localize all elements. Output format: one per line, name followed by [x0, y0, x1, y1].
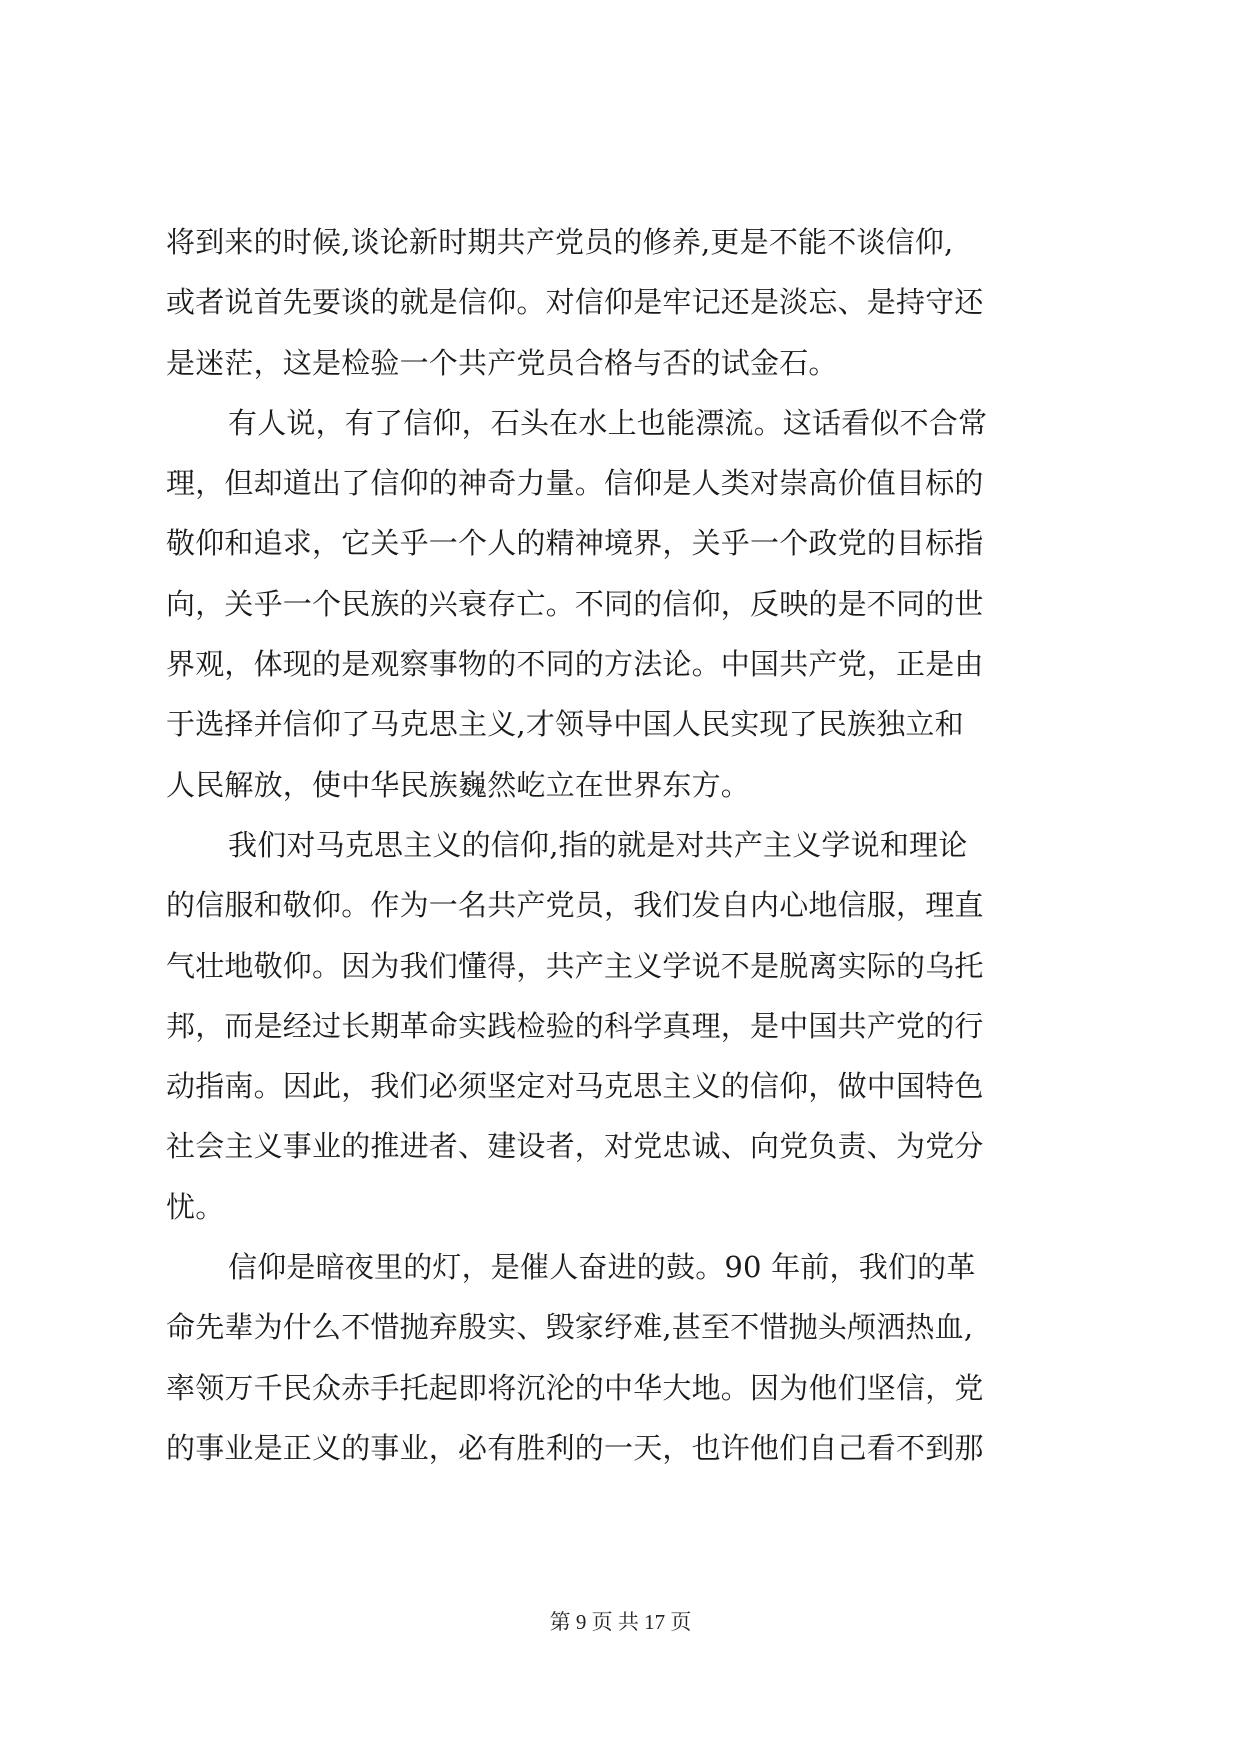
text-line: 气壮地敬仰。因为我们懂得，共产主义学说不是脱离实际的乌托	[166, 948, 984, 983]
text-line: 邦，而是经过长期革命实践检验的科学真理，是中国共产党的行	[166, 1008, 984, 1043]
text-line: 敬仰和追求，它关乎一个人的精神境界，关乎一个政党的目标指	[166, 526, 984, 561]
text-line: 于选择并信仰了马克思主义,才领导中国人民实现了民族独立和	[166, 707, 964, 742]
text-line: 我们对马克思主义的信仰,指的就是对共产主义学说和理论	[228, 827, 968, 862]
text-line: 率领万千民众赤手托起即将沉沦的中华大地。因为他们坚信，党	[166, 1370, 984, 1405]
text-line: 命先辈为什么不惜抛弃殷实、毁家纾难,甚至不惜抛头颅洒热血,	[166, 1310, 974, 1345]
text-line: 或者说首先要谈的就是信仰。对信仰是牢记还是淡忘、是持守还	[166, 285, 984, 320]
paragraph	[166, 1237, 1076, 1478]
text-line: 人民解放，使中华民族巍然屹立在世界东方。	[166, 767, 751, 802]
text-line: 有人说，有了信仰，石头在水上也能漂流。这话看似不合常	[228, 405, 988, 440]
text-line: 信仰是暗夜里的灯，是催人奋进的鼓。90 年前，我们的革	[228, 1250, 976, 1285]
text-line: 忧。	[166, 1189, 225, 1224]
text-line: 理，但却道出了信仰的神奇力量。信仰是人类对崇高价值目标的	[166, 466, 984, 501]
text-line: 的事业是正义的事业，必有胜利的一天，也许他们自己看不到那	[166, 1430, 984, 1465]
text-line: 社会主义事业的推进者、建设者，对党忠诚、向党负责、为党分	[166, 1129, 984, 1164]
text-line: 的信服和敬仰。作为一名共产党员，我们发自内心地信服，理直	[166, 888, 984, 923]
paragraph	[166, 212, 1076, 393]
paragraph	[166, 815, 1076, 1237]
text-line: 将到来的时候,谈论新时期共产党员的修养,更是不能不谈信仰,	[166, 225, 954, 259]
paragraph	[166, 393, 1076, 815]
text-line: 界观，体现的是观察事物的不同的方法论。中国共产党，正是由	[166, 647, 984, 682]
text-line: 是迷茫，这是检验一个共产党员合格与否的试金石。	[166, 345, 838, 380]
page-footer: 第 9 页 共 17 页	[549, 1610, 692, 1634]
text-line: 动指南。因此，我们必须坚定对马克思主义的信仰，做中国特色	[166, 1069, 984, 1104]
text-line: 向，关乎一个民族的兴衰存亡。不同的信仰，反映的是不同的世	[166, 586, 984, 621]
body-text	[166, 212, 1076, 1478]
